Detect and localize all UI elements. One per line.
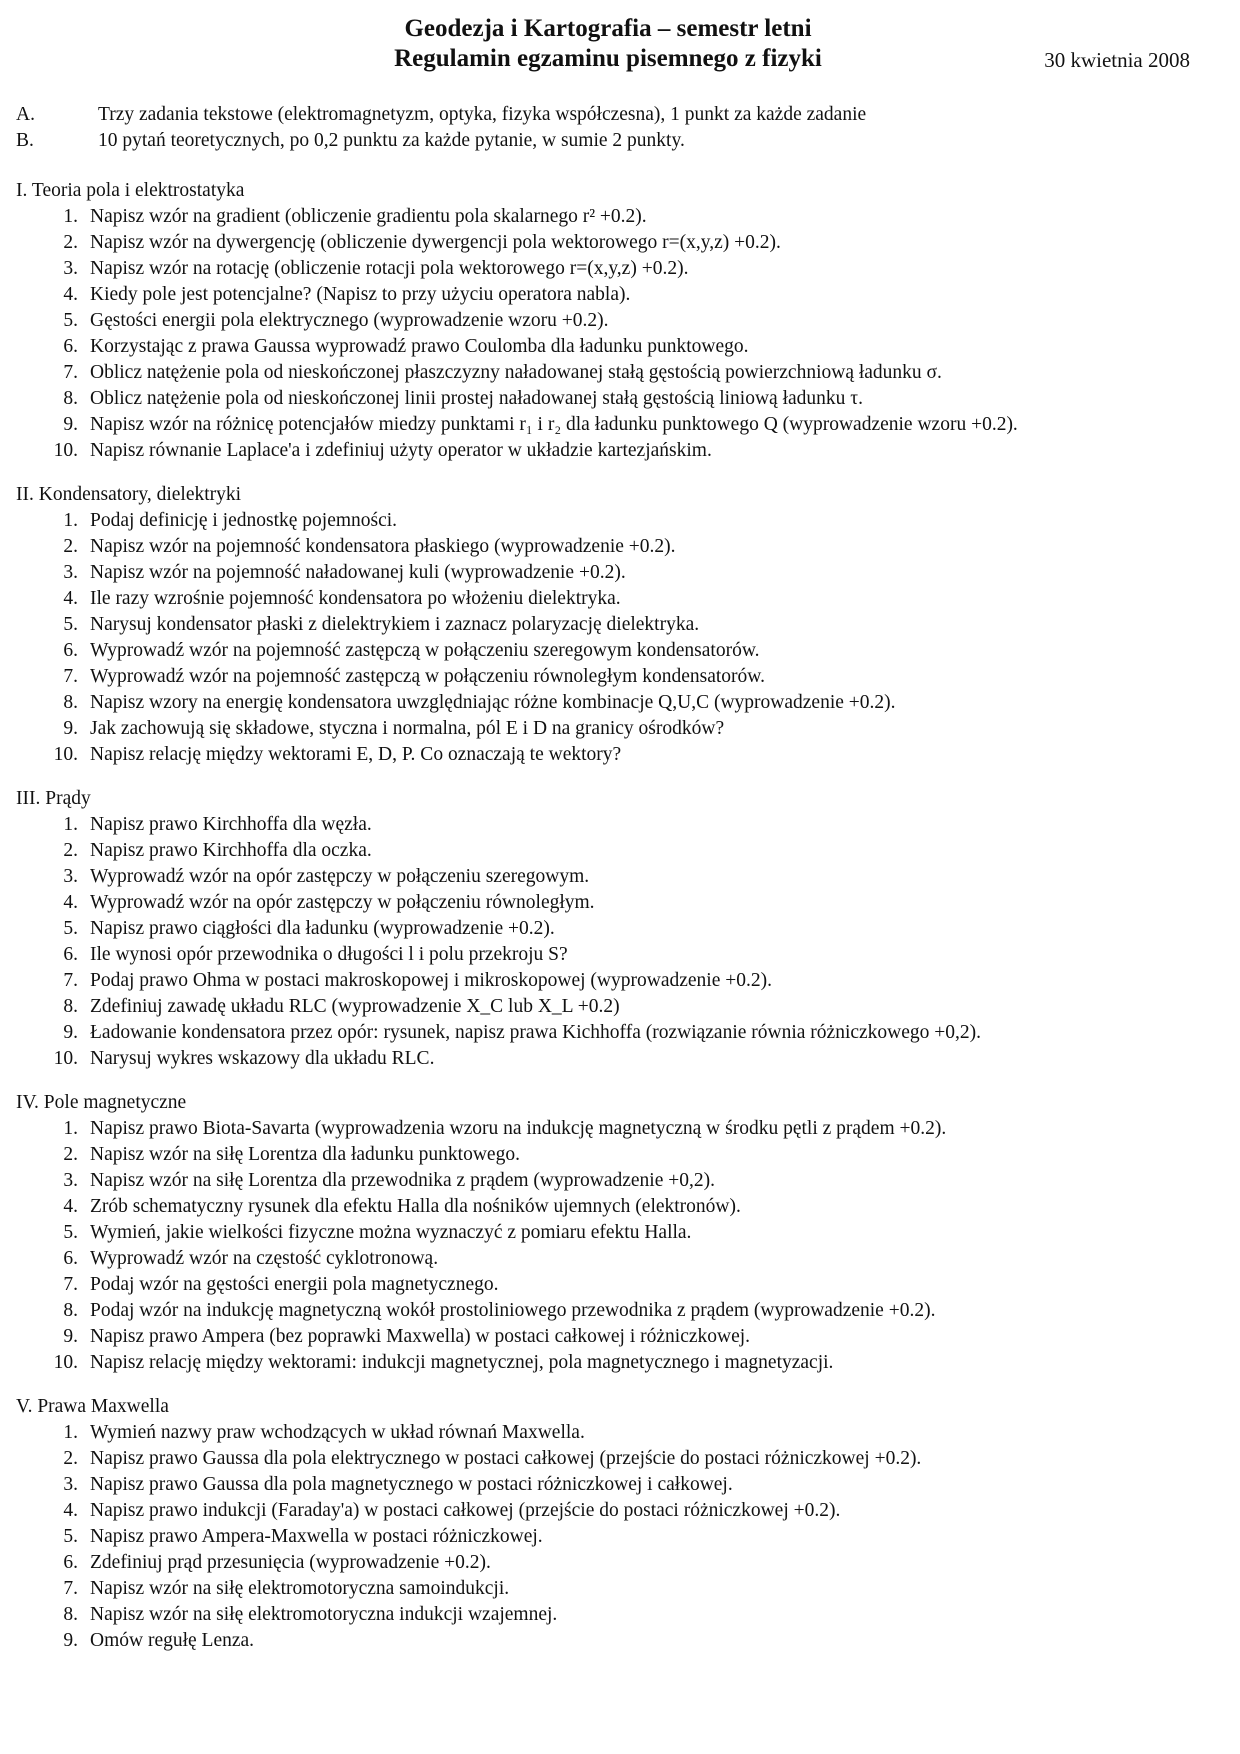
question-text: Napisz wzór na pojemność kondensatora płaskiego (wyprowadzenie +0.2). xyxy=(90,536,676,557)
question-text: Omów regułę Lenza. xyxy=(90,1630,255,1651)
question-number: 8. xyxy=(63,388,78,409)
question-text: Napisz prawo Ampera (bez poprawki Maxwella) w postaci całkowej i różniczkowej. xyxy=(90,1326,751,1347)
question-text: Napisz wzór na dywergencję (obliczenie dywergencji pola wektorowego r=(x,y,z) +0.2). xyxy=(90,232,781,253)
question-number: 1. xyxy=(63,1118,78,1139)
question-number: 3. xyxy=(63,1170,78,1191)
question-item xyxy=(16,1298,1200,1324)
question-number: 9. xyxy=(63,1022,78,1043)
question-section xyxy=(16,1394,1200,1654)
question-number: 1. xyxy=(63,1422,78,1443)
question-number: 10. xyxy=(53,1048,78,1069)
question-item xyxy=(16,994,1200,1020)
question-text: Oblicz natężenie pola od nieskończonej płaszczyzny naładowanej stałą gęstością powierzchniową ładunku σ. xyxy=(90,362,942,383)
question-text: Narysuj wykres wskazowy dla układu RLC. xyxy=(90,1048,435,1069)
question-text: Wyprowadź wzór na częstość cyklotronową. xyxy=(90,1248,439,1269)
rule-text: 10 pytań teoretycznych, po 0,2 punktu za każde pytanie, w sumie 2 punkty. xyxy=(98,130,685,151)
question-text: Ile razy wzrośnie pojemność kondensatora po włożeniu dielektryka. xyxy=(90,588,621,609)
question-section xyxy=(16,178,1200,464)
question-number: 6. xyxy=(63,1248,78,1269)
question-text: Wyprowadź wzór na pojemność zastępczą w połączeniu szeregowym kondensatorów. xyxy=(90,640,760,661)
question-text: Podaj wzór na indukcję magnetyczną wokół prostoliniowego przewodnika z prądem (wyprowadzenie +0.2). xyxy=(90,1300,936,1321)
question-text: Napisz wzór na siłę elektromotoryczna samoindukcji. xyxy=(90,1578,510,1599)
question-item xyxy=(16,890,1200,916)
question-text: Napisz wzór na siłę Lorentza dla przewodnika z prądem (wyprowadzenie +0,2). xyxy=(90,1170,715,1191)
question-text: Napisz wzór na rotację (obliczenie rotacji pola wektorowego r=(x,y,z) +0.2). xyxy=(90,258,689,279)
question-number: 8. xyxy=(63,1604,78,1625)
section-title: IV. Pole magnetyczne xyxy=(16,1092,187,1113)
rule-item xyxy=(16,102,1200,128)
question-number: 8. xyxy=(63,1300,78,1321)
question-number: 9. xyxy=(63,414,78,435)
question-number: 3. xyxy=(63,258,78,279)
question-text: Wymień, jakie wielkości fizyczne można wyznaczyć z pomiaru efektu Halla. xyxy=(90,1222,692,1243)
question-text: Napisz prawo Gaussa dla pola elektrycznego w postaci całkowej (przejście do postaci różniczkowej +0.2). xyxy=(90,1448,922,1469)
question-number: 2. xyxy=(63,536,78,557)
question-number: 8. xyxy=(63,996,78,1017)
question-number: 3. xyxy=(63,562,78,583)
section-title: III. Prądy xyxy=(16,788,91,809)
question-item xyxy=(16,1142,1200,1168)
question-text: Wyprowadź wzór na opór zastępczy w połączeniu równoległym. xyxy=(90,892,595,913)
question-item xyxy=(16,690,1200,716)
question-number: 4. xyxy=(63,588,78,609)
question-text: Napisz relację między wektorami: indukcji magnetycznej, pola magnetycznego i magnetyzacji. xyxy=(90,1352,834,1373)
question-text: Napisz prawo ciągłości dla ładunku (wyprowadzenie +0.2). xyxy=(90,918,555,939)
question-text: Jak zachowują się składowe, styczna i normalna, pól E i D na granicy ośrodków? xyxy=(90,718,725,739)
question-number: 5. xyxy=(63,614,78,635)
question-item xyxy=(16,508,1200,534)
question-number: 6. xyxy=(63,944,78,965)
document-title: Geodezja i Kartografia – semestr letni xyxy=(404,15,812,42)
question-item xyxy=(16,1420,1200,1446)
question-text: Napisz prawo Kirchhoffa dla węzła. xyxy=(90,814,372,835)
document-header xyxy=(16,14,1200,76)
question-number: 6. xyxy=(63,640,78,661)
question-item xyxy=(16,230,1200,256)
question-item xyxy=(16,1576,1200,1602)
question-text: Napisz prawo Biota-Savarta (wyprowadzenia wzoru na indukcję magnetyczną w środku pętli z prądem +0.2). xyxy=(90,1118,947,1139)
question-item xyxy=(16,742,1200,768)
question-text: Napisz równanie Laplace'a i zdefiniuj użyty operator w układzie kartezjańskim. xyxy=(90,440,712,461)
question-section xyxy=(16,482,1200,768)
question-text: Zdefiniuj prąd przesunięcia (wyprowadzenie +0.2). xyxy=(90,1552,491,1573)
question-list xyxy=(16,508,1200,768)
question-item xyxy=(16,838,1200,864)
question-list xyxy=(16,1116,1200,1376)
question-item xyxy=(16,282,1200,308)
question-item xyxy=(16,812,1200,838)
question-text: Wyprowadź wzór na pojemność zastępczą w połączeniu równoległym kondensatorów. xyxy=(90,666,765,687)
question-number: 10. xyxy=(53,1352,78,1373)
document-subtitle: Regulamin egzaminu pisemnego z fizyki xyxy=(394,45,822,72)
rule-letter: A. xyxy=(16,104,35,125)
question-text: Gęstości energii pola elektrycznego (wyprowadzenie wzoru +0.2). xyxy=(90,310,609,331)
question-item xyxy=(16,612,1200,638)
question-number: 7. xyxy=(63,362,78,383)
question-item xyxy=(16,1272,1200,1298)
question-text: Narysuj kondensator płaski z dielektrykiem i zaznacz polaryzację dielektryka. xyxy=(90,614,700,635)
question-text: Zrób schematyczny rysunek dla efektu Halla dla nośników ujemnych (elektronów). xyxy=(90,1196,741,1217)
question-text: Napisz wzory na energię kondensatora uwzględniając różne kombinacje Q,U,C (wyprowadzenie +0.2). xyxy=(90,692,896,713)
question-item xyxy=(16,1446,1200,1472)
question-item xyxy=(16,256,1200,282)
question-item xyxy=(16,438,1200,464)
question-number: 1. xyxy=(63,510,78,531)
question-text: Napisz prawo Ampera-Maxwella w postaci różniczkowej. xyxy=(90,1526,543,1547)
question-text: Napisz prawo indukcji (Faraday'a) w postaci całkowej (przejście do postaci różniczkowej +0.2). xyxy=(90,1500,841,1521)
question-item xyxy=(16,334,1200,360)
question-item xyxy=(16,1020,1200,1046)
question-text: Wyprowadź wzór na opór zastępczy w połączeniu szeregowym. xyxy=(90,866,590,887)
question-number: 5. xyxy=(63,1526,78,1547)
question-number: 7. xyxy=(63,1578,78,1599)
question-number: 3. xyxy=(63,866,78,887)
question-text: Podaj definicję i jednostkę pojemności. xyxy=(90,510,398,531)
question-text: Zdefiniuj zawadę układu RLC (wyprowadzenie X_C lub X_L +0.2) xyxy=(90,996,620,1017)
question-text: Ładowanie kondensatora przez opór: rysunek, napisz prawa Kichhoffa (rozwiązanie równia różniczkowego +0,2). xyxy=(90,1022,982,1043)
question-text: Napisz prawo Kirchhoffa dla oczka. xyxy=(90,840,372,861)
question-item xyxy=(16,1046,1200,1072)
question-sections xyxy=(16,178,1200,1654)
question-number: 5. xyxy=(63,1222,78,1243)
question-item xyxy=(16,1220,1200,1246)
question-number: 4. xyxy=(63,1500,78,1521)
question-number: 9. xyxy=(63,1630,78,1651)
question-number: 3. xyxy=(63,1474,78,1495)
section-title: V. Prawa Maxwella xyxy=(16,1396,169,1417)
question-item xyxy=(16,942,1200,968)
question-text: Podaj wzór na gęstości energii pola magnetycznego. xyxy=(90,1274,499,1295)
question-text: Kiedy pole jest potencjalne? (Napisz to przy użyciu operatora nabla). xyxy=(90,284,631,305)
question-text: Napisz relację między wektorami E, D, P. Co oznaczają te wektory? xyxy=(90,744,622,765)
question-number: 6. xyxy=(63,336,78,357)
question-item xyxy=(16,1194,1200,1220)
question-section xyxy=(16,786,1200,1072)
rule-text: Trzy zadania tekstowe (elektromagnetyzm, optyka, fizyka współczesna), 1 punkt za każde zadanie xyxy=(98,104,867,125)
question-item xyxy=(16,1628,1200,1654)
question-item xyxy=(16,1350,1200,1376)
question-item xyxy=(16,1246,1200,1272)
question-item xyxy=(16,664,1200,690)
question-item xyxy=(16,864,1200,890)
question-number: 1. xyxy=(63,206,78,227)
question-text: Napisz wzór na siłę elektromotoryczna indukcji wzajemnej. xyxy=(90,1604,558,1625)
question-item xyxy=(16,1602,1200,1628)
question-item xyxy=(16,386,1200,412)
question-item xyxy=(16,412,1200,438)
question-item xyxy=(16,1116,1200,1142)
question-text: Korzystając z prawa Gaussa wyprowadź prawo Coulomba dla ładunku punktowego. xyxy=(90,336,749,357)
question-number: 2. xyxy=(63,1144,78,1165)
rules-list xyxy=(16,102,1200,154)
question-number: 4. xyxy=(63,892,78,913)
question-number: 9. xyxy=(63,1326,78,1347)
document-date: 30 kwietnia 2008 xyxy=(1044,48,1190,72)
question-item xyxy=(16,1324,1200,1350)
question-number: 6. xyxy=(63,1552,78,1573)
question-item xyxy=(16,360,1200,386)
question-number: 7. xyxy=(63,970,78,991)
rule-letter: B. xyxy=(16,130,34,151)
question-list xyxy=(16,1420,1200,1654)
question-text: Napisz wzór na gradient (obliczenie gradientu pola skalarnego r² +0.2). xyxy=(90,206,647,227)
question-number: 5. xyxy=(63,918,78,939)
question-item xyxy=(16,1550,1200,1576)
question-number: 7. xyxy=(63,1274,78,1295)
question-item xyxy=(16,560,1200,586)
section-title: II. Kondensatory, dielektryki xyxy=(16,484,242,505)
question-item xyxy=(16,586,1200,612)
question-number: 9. xyxy=(63,718,78,739)
question-item xyxy=(16,1524,1200,1550)
question-number: 4. xyxy=(63,284,78,305)
question-number: 1. xyxy=(63,814,78,835)
question-number: 2. xyxy=(63,840,78,861)
question-text: Napisz prawo Gaussa dla pola magnetycznego w postaci różniczkowej i całkowej. xyxy=(90,1474,733,1495)
question-text: Ile wynosi opór przewodnika o długości l i polu przekroju S? xyxy=(90,944,568,965)
section-title: I. Teoria pola i elektrostatyka xyxy=(16,180,245,201)
question-number: 5. xyxy=(63,310,78,331)
question-item xyxy=(16,204,1200,230)
question-section xyxy=(16,1090,1200,1376)
question-number: 10. xyxy=(53,440,78,461)
question-number: 8. xyxy=(63,692,78,713)
question-item xyxy=(16,308,1200,334)
question-list xyxy=(16,812,1200,1072)
question-text: Oblicz natężenie pola od nieskończonej linii prostej naładowanej stałą gęstością liniową ładunku τ. xyxy=(90,388,863,409)
question-text: Napisz wzór na różnicę potencjałów miedzy punktami r₁ i r₂ dla ładunku punktowego Q (wyprowadzenie wzoru +0.2). xyxy=(90,414,1018,435)
question-number: 10. xyxy=(53,744,78,765)
question-number: 7. xyxy=(63,666,78,687)
question-number: 4. xyxy=(63,1196,78,1217)
question-item xyxy=(16,1498,1200,1524)
rule-item xyxy=(16,128,1200,154)
question-number: 2. xyxy=(63,232,78,253)
question-item xyxy=(16,968,1200,994)
question-text: Napisz wzór na siłę Lorentza dla ładunku punktowego. xyxy=(90,1144,520,1165)
question-number: 2. xyxy=(63,1448,78,1469)
question-item xyxy=(16,716,1200,742)
question-item xyxy=(16,1168,1200,1194)
question-item xyxy=(16,916,1200,942)
question-item xyxy=(16,534,1200,560)
question-list xyxy=(16,204,1200,464)
question-item xyxy=(16,1472,1200,1498)
question-item xyxy=(16,638,1200,664)
question-text: Napisz wzór na pojemność naładowanej kuli (wyprowadzenie +0.2). xyxy=(90,562,626,583)
question-text: Wymień nazwy praw wchodzących w układ równań Maxwella. xyxy=(90,1422,585,1443)
question-text: Podaj prawo Ohma w postaci makroskopowej i mikroskopowej (wyprowadzenie +0.2). xyxy=(90,970,772,991)
